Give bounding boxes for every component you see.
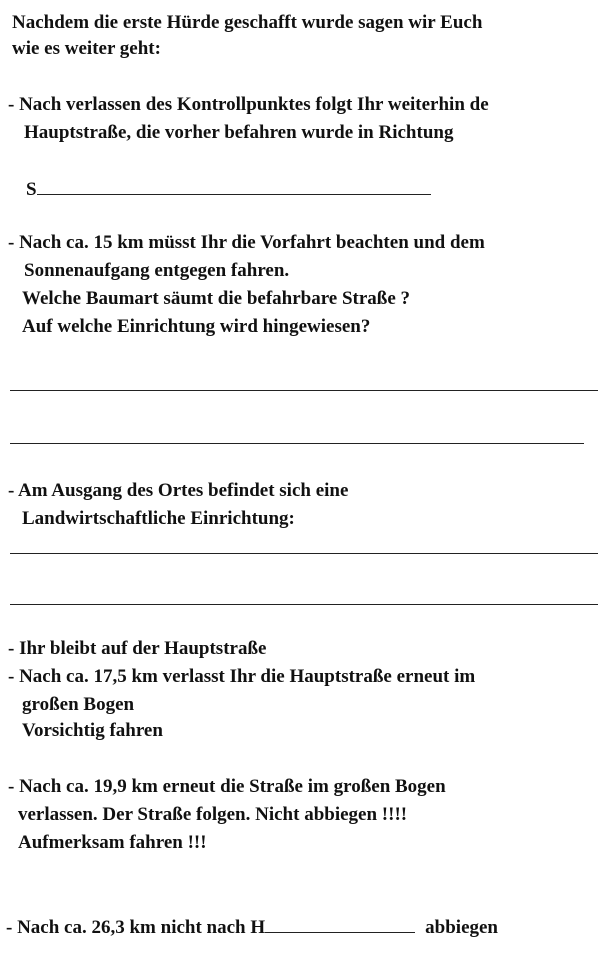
step5-line-1: - Nach ca. 19,9 km erneut die Straße im großen Bogen	[8, 776, 446, 797]
intro-line-2: wie es weiter geht:	[12, 38, 161, 59]
step4-line-2: - Nach ca. 17,5 km verlasst Ihr die Hauptstraße erneut im	[8, 666, 476, 687]
step6-prefix: - Nach ca. 26,3 km nicht nach H	[6, 917, 266, 938]
step2-line-2: Sonnenaufgang entgegen fahren.	[24, 260, 290, 281]
step4-line-4: Vorsichtig fahren	[22, 720, 163, 741]
direction-answer-blank[interactable]	[37, 174, 431, 195]
step4-line-3: großen Bogen	[22, 694, 135, 715]
step2-question-tree: Welche Baumart säumt die befahrbare Straße ?	[22, 288, 411, 309]
step1-line-2: Hauptstraße, die vorher befahren wurde in Richtung	[24, 122, 454, 143]
direction-prefix: S	[26, 179, 37, 200]
step1-line-1: - Nach verlassen des Kontrollpunktes folgt Ihr weiterhin de	[8, 94, 489, 115]
tree-answer-line[interactable]	[10, 390, 598, 391]
step4-line-1: - Ihr bleibt auf der Hauptstraße	[8, 638, 267, 659]
facility-answer-line[interactable]	[10, 443, 584, 444]
town-answer-blank[interactable]	[265, 914, 415, 933]
step6-suffix: abbiegen	[425, 917, 499, 938]
step3-line-2: Landwirtschaftliche Einrichtung:	[22, 508, 295, 529]
step3-line-1: - Am Ausgang des Ortes befindet sich eine	[8, 480, 349, 501]
intro-line-1: Nachdem die erste Hürde geschafft wurde sagen wir Euch	[12, 12, 483, 33]
agri-answer-line-1[interactable]	[10, 553, 598, 554]
step2-question-facility: Auf welche Einrichtung wird hingewiesen?	[22, 316, 371, 337]
step5-line-3: Aufmerksam fahren !!!	[18, 832, 207, 853]
step5-line-2: verlassen. Der Straße folgen. Nicht abbiegen !!!!	[18, 804, 408, 825]
step2-line-1: - Nach ca. 15 km müsst Ihr die Vorfahrt beachten und dem	[8, 232, 485, 253]
direction-answer-row	[26, 174, 431, 201]
agri-answer-line-2[interactable]	[10, 604, 598, 605]
step6-row	[6, 914, 498, 939]
